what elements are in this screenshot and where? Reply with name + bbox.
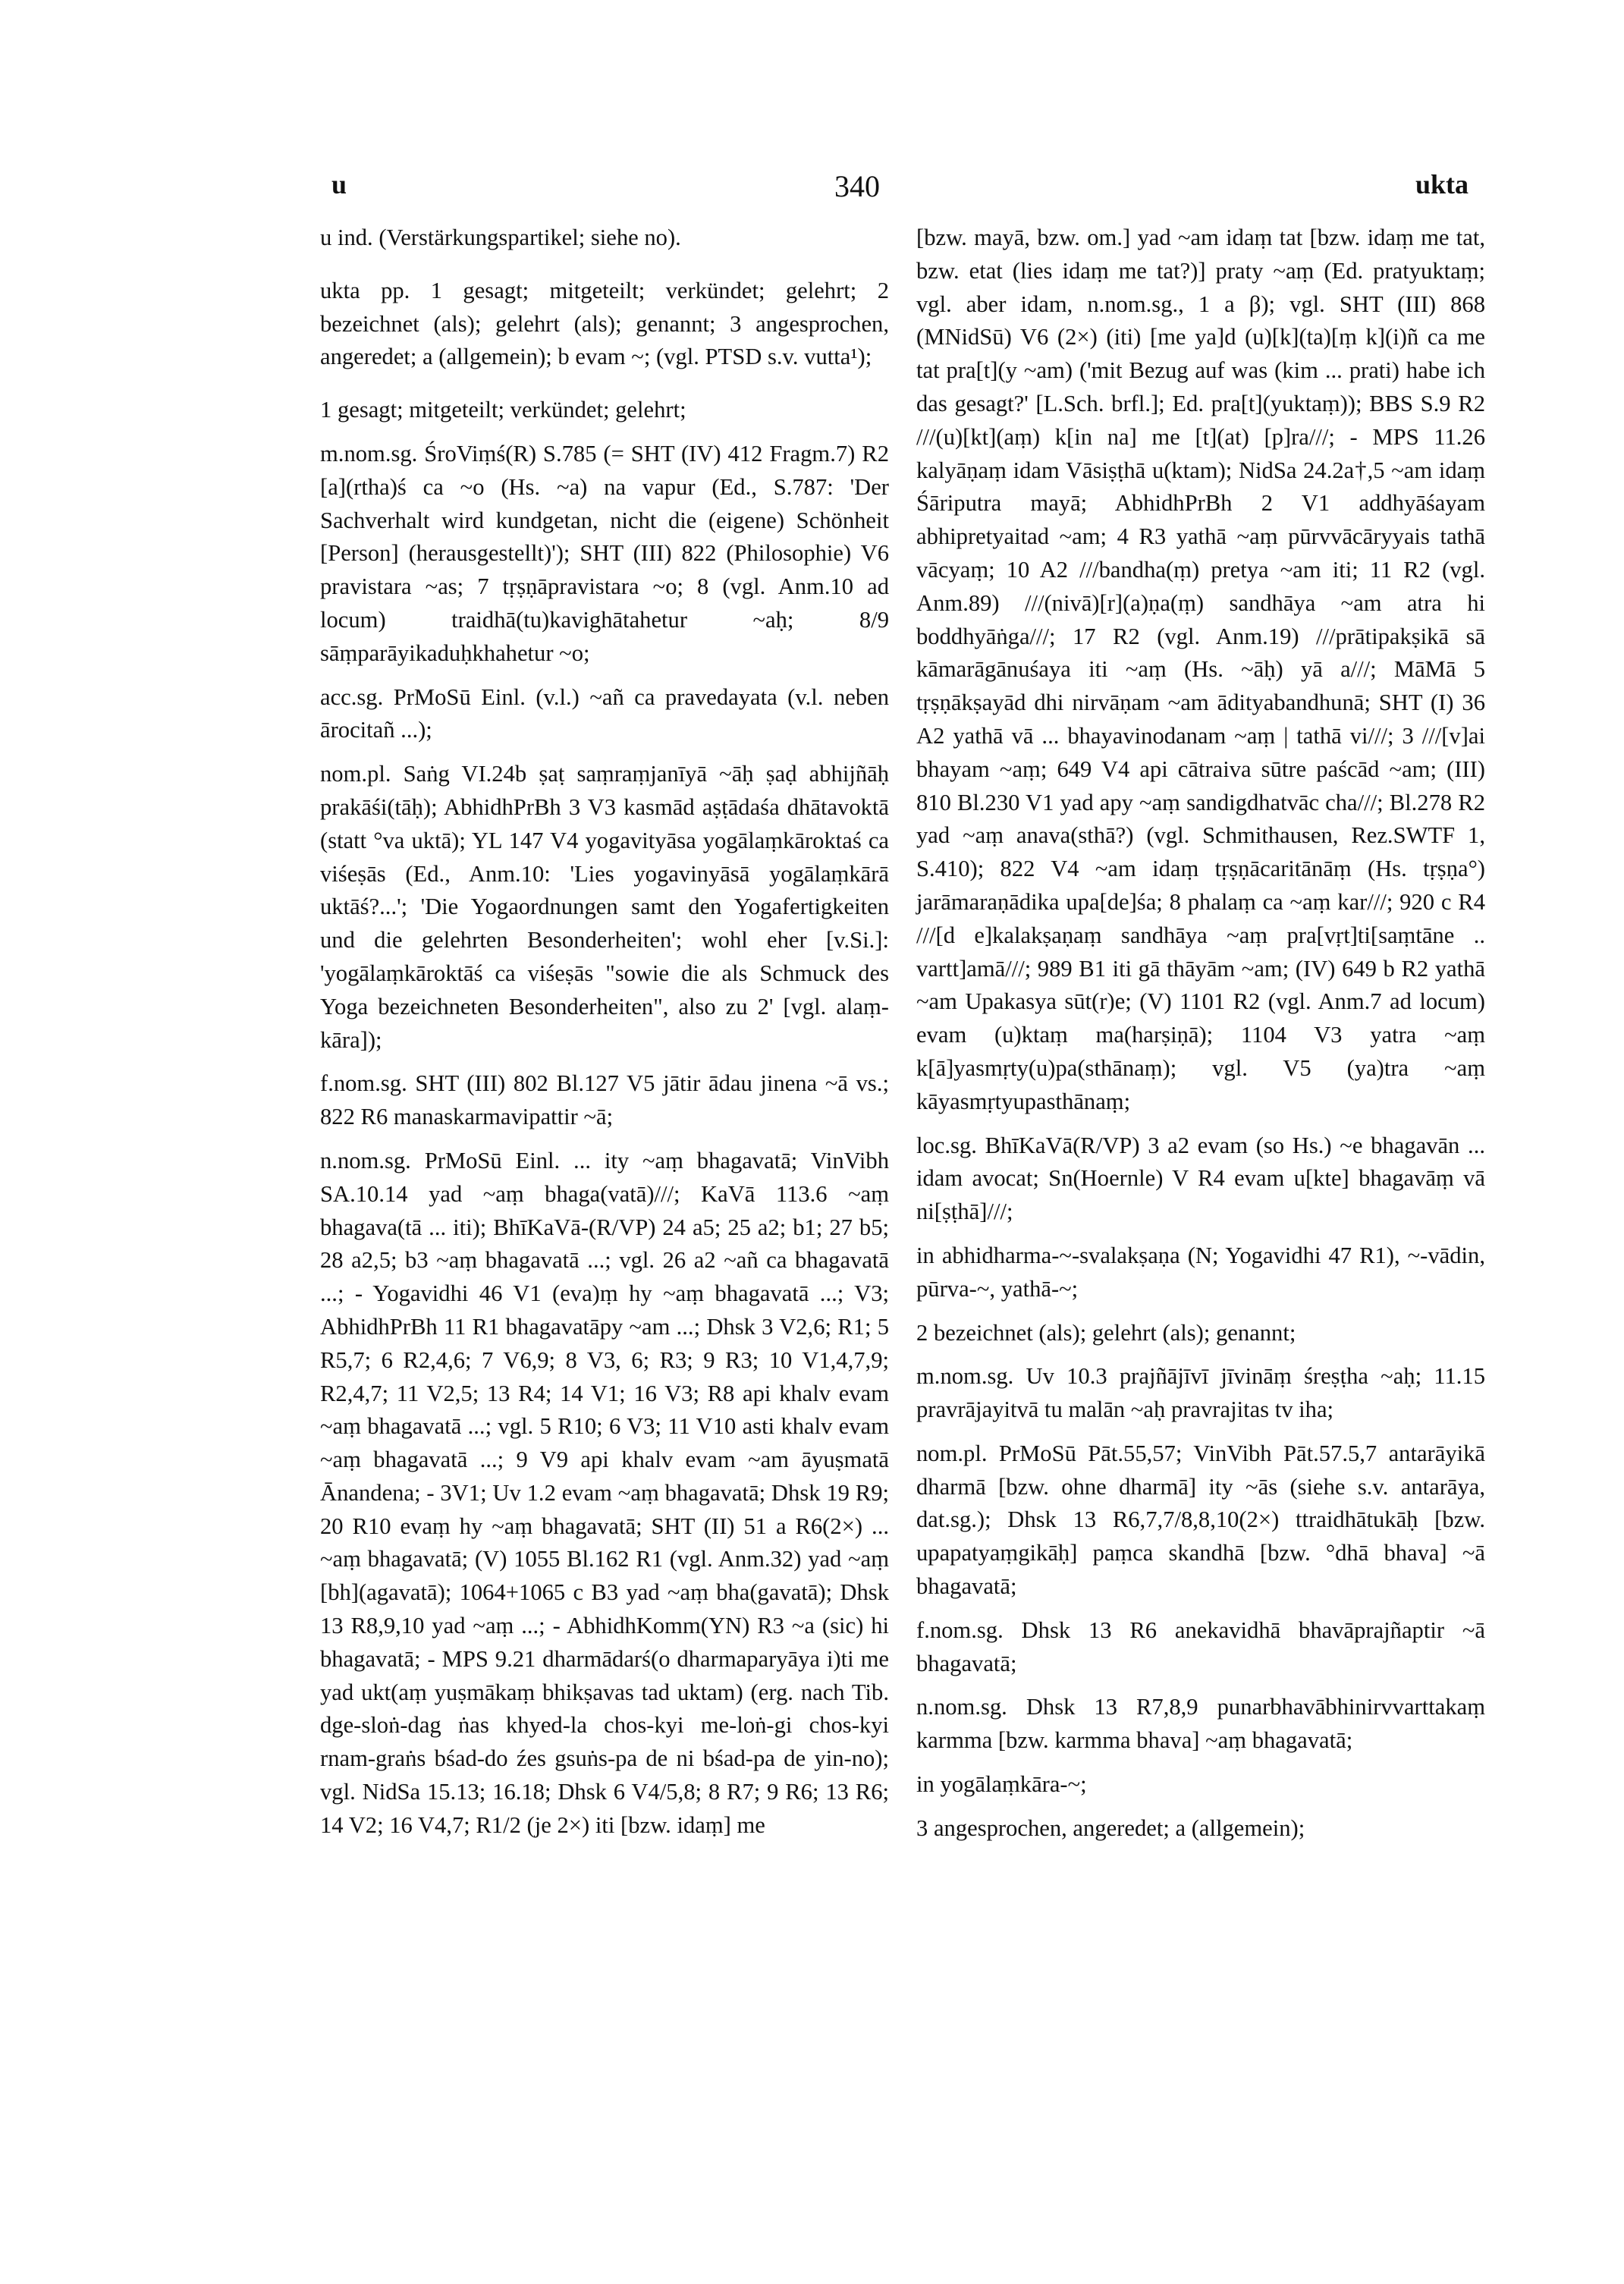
paragraph-compound-yogalamkara: in yogālaṃkāra-~; [916, 1771, 1087, 1798]
entry-u: u ind. (Verstärkungspartikel; siehe no). [320, 225, 681, 250]
paragraph-n-nom-sg-2: n.nom.sg. Dhsk 13 R7,8,9 punarbhavābhinirvvarttakaṃ karmma [bzw. karmma bhava] ~aṃ bhagavatā; [916, 1694, 1485, 1754]
sense-3-heading: 3 angesprochen, angeredet; a (allgemein); [916, 1814, 1305, 1841]
paragraph-f-nom-sg-2: f.nom.sg. Dhsk 13 R6 anekavidhā bhavāprajñaptir ~ā bhagavatā; [916, 1616, 1485, 1676]
sense-1-heading: 1 gesagt; mitgeteilt; verkündet; gelehrt; [320, 397, 686, 423]
paragraph-m-nom-sg-2: m.nom.sg. Uv 10.3 prajñājīvī jīvināṃ śreṣṭha ~aḥ; 11.15 pravrājayitvā tu malān ~aḥ pravrajitas tv iha; [916, 1363, 1485, 1423]
sense-2-heading: 2 bezeichnet (als); gelehrt (als); genannt; [916, 1319, 1296, 1346]
header-left-keyword: u [331, 169, 347, 199]
paragraph-loc-sg: loc.sg. BhīKaVā(R/VP) 3 a2 evam (so Hs.) ~e bhagavān ... idam avocat; Sn(Hoernle) V R4 evam u[kte] bhagavāṃ vā ni[ṣṭhā]///; [916, 1132, 1485, 1225]
header-right-keyword: ukta [1415, 169, 1469, 199]
entry-ukta-intro: ukta pp. 1 gesagt; mitgeteilt; verkündet; gelehrt; 2 bezeichnet (als); gelehrt (als); genannt; 3 angesprochen, angeredet; a (allgemein); b evam ~; (vgl. PTSD s.v. vutta¹); [320, 277, 889, 370]
paragraph-nom-pl-2: nom.pl. PrMoSū Pāt.55,57; VinVibh Pāt.57.5,7 antarāyikā dharmā [bzw. ohne dharmā] ity ~ās (siehe s.v. antarāya, dat.sg.); Dhsk 13 R6,7,7/8,8,10(2×) ttraidhātukāḥ [bzw. upapatyaṃgikāḥ] paṃca skandhā [bzw. °dhā bhava] ~ā bhagavatā; [916, 1440, 1485, 1600]
paragraph-m-nom-sg: m.nom.sg. ŚroViṃś(R) S.785 (= SHT (IV) 412 Fragm.7) R2 [a](rtha)ś ca ~o (Hs. ~a) na vapur (Ed., S.787: 'Der Sachverhalt wird kundgetan, nicht die (eigene) Schönheit [Person] (herausgestellt)'); SHT (III) 822 (Philosophie) V6 pravistara ~as; 7 tṛṣṇāpravistara ~o; 8 (vgl. Anm.10 ad locum) traidhā(tu)kavighātahetur ~aḥ; 8/9 sāṃparāyikaduḥkhahetur ~o; [320, 440, 889, 666]
page-number: 340 [834, 169, 880, 203]
paragraph-continuation: [bzw. mayā, bzw. om.] yad ~am idaṃ tat [bzw. idaṃ me tat, bzw. etat (lies idaṃ me tat?)] praty ~aṃ (Ed. pratyuktaṃ; vgl. aber idam, n.nom.sg., 1 a β); vgl. SHT (III) 868 (MNidSū) V6 (2×) (iti) [me ya]d (u)[k](ta)[ṃ k](i)ñ ca me tat pra[t](y ~am) ('mit Bezug auf was (kim ... prati) habe ich das gesagt?' [L.Sch. brfl.]; Ed. pra[t](yuktaṃ)); BBS S.9 R2 ///(u)[kt](aṃ) k[in na] me [t](at) [p]ra///; - MPS 11.26 kalyāṇaṃ idam Vāsiṣṭhā u(ktam); NidSa 24.2a†,5 ~am idaṃ Śāriputra mayā; AbhidhPrBh 2 V1 addhyāśayam abhipretyaitad ~am; 4 R3 yathā ~aṃ pūrvvācāryyais tathā vācyaṃ; 10 A2 ///bandha(ṃ) pretya ~am iti; 11 R2 (vgl. Anm.89) ///(nivā)[r](a)ṇa(ṃ) sandhāya ~am atra hi boddhyāṅga///; 17 R2 (vgl. Anm.19) ///prātipakṣikā sā kāmarāgānuśaya iti ~aṃ (Hs. ~āḥ) yā a///; MāMā 5 tṛṣṇākṣayād dhi nirvāṇam ~am ādityabandhunā; SHT (I) 36 A2 yathā vā ... bhayavinodanam ~aṃ | tathā vi///; 3 ///[v]ai bhayam ~aṃ; 649 V4 api cātraiva sūtre paścād ~am; (III) 810 Bl.230 V1 yad apy ~aṃ sandigdhatvāc cha///; Bl.278 R2 yad ~aṃ anava(sthā?) (vgl. Schmithausen, Rez.SWTF 1, S.410); 822 V4 ~am idaṃ tṛṣṇācaritānāṃ (Hs. tṛṣṇa°) jarāmaraṇādika upa[de]śa; 8 phalaṃ ca ~aṃ kar///; 920 c R4 ///[d e]kalakṣaṇaṃ sandhāya ~aṃ pra[vṛt]ti[saṃtāne .. vartt]amā///; 989 B1 iti gā thāyām ~am; (IV) 649 b R2 yathā ~am Upakasya sūt(r)e; (V) 1101 R2 (vgl. Anm.7 ad locum) evam (u)ktaṃ ma(harṣiṇā); 1104 V3 yatra ~aṃ k[ā]yasmṛty(u)pa(sthānaṃ); vgl. V5 (ya)tra ~aṃ kāyasmṛtyupasthānaṃ; [916, 225, 1485, 1114]
paragraph-compounds: in abhidharma-~-svalakṣaṇa (N; Yogavidhi 47 R1), ~-vādin, pūrva-~, yathā-~; [916, 1242, 1485, 1302]
paragraph-nom-pl: nom.pl. Saṅg VI.24b ṣaṭ saṃraṃjanīyā ~āḥ ṣaḍ abhijñāḥ prakāśi(tāḥ); AbhidhPrBh 3 V3 kasmād aṣṭādaśa dhātavoktā (statt °va uktā); YL 147 V4 yogavityāsa yogālaṃkāroktaś ca viśeṣās (Ed., Anm.10: 'Lies yogavinyāsā yogālaṃkārā uktāś?...'; 'Die Yogaordnungen samt den Yogafertigkeiten und die gelehrten Besonderheiten'; wohl eher [v.Si.]: 'yogālaṃkāroktāś ca viśeṣās "sowie die als Schmuck des Yoga bezeichneten Besonderheiten", also zu 2' [vgl. alaṃ-kāra]); [320, 761, 889, 1053]
paragraph-acc-sg: acc.sg. PrMoSū Einl. (v.l.) ~añ ca pravedayata (v.l. neben ārocitañ ...); [320, 683, 889, 743]
paragraph-n-nom-sg: n.nom.sg. PrMoSū Einl. ... ity ~aṃ bhagavatā; VinVibh SA.10.14 yad ~aṃ bhaga(vatā)///; KaVā 113.6 ~aṃ bhagava(tā ... iti); BhīKaVā-(R/VP) 24 a5; 25 a2; b1; 27 b5; 28 a2,5; b3 ~aṃ bhagavatā ...; vgl. 26 a2 ~añ ca bhagavatā ...; - Yogavidhi 46 V1 (eva)ṃ hy ~aṃ bhagavatā ...; V3; AbhidhPrBh 11 R1 bhagavatāpy ~am ...; Dhsk 3 V2,6; R1; 5 R5,7; 6 R2,4,6; 7 V6,9; 8 V3, 6; R3; 9 R3; 10 V1,4,7,9; R2,4,7; 11 V2,5; 13 R4; 14 V1; 16 V3; R8 api khalv evam ~aṃ bhagavatā ...; vgl. 5 R10; 6 V3; 11 V10 asti khalv evam ~aṃ bhagavatā ...; 9 V9 api khalv evam ~am āyuṣmatā Ānandena; - 3V1; Uv 1.2 evam ~aṃ bhagavatā; Dhsk 19 R9; 20 R10 evaṃ hy ~aṃ bhagavatā; SHT (II) 51 a R6(2×) ... ~aṃ bhagavatā; (V) 1055 Bl.162 R1 (vgl. Anm.32) yad ~aṃ [bh](agavatā); 1064+1065 c B3 yad ~aṃ bha(gavatā); Dhsk 13 R8,9,10 yad ~aṃ ...; - AbhidhKomm(YN) R3 ~a (sic) hi bhagavatā; - MPS 9.21 dharmādarś(o dharmaparyāya i)ti me yad ukt(aṃ yuṣmākaṃ bhikṣavas tad uktam) (erg. nach Tib. dge-sloṅ-dag ṅas khyed-la chos-kyi me-loṅ-gi chos-kyi rnam-graṅs bśad-do źes gsuṅs-pa de ni bśad-pa de yin-no); vgl. NidSa 15.13; 16.18; Dhsk 6 V4/5,8; 8 R7; 9 R6; 13 R6; 14 V2; 16 V4,7; R1/2 (je 2×) iti [bzw. idaṃ] me [320, 1147, 889, 1838]
left-column [320, 221, 889, 1853]
paragraph-f-nom-sg: f.nom.sg. SHT (III) 802 Bl.127 V5 jātir ādau jinena ~ā vs.; 822 R6 manaskarmavipattir ~ā; [320, 1070, 889, 1130]
right-column [916, 221, 1485, 1856]
